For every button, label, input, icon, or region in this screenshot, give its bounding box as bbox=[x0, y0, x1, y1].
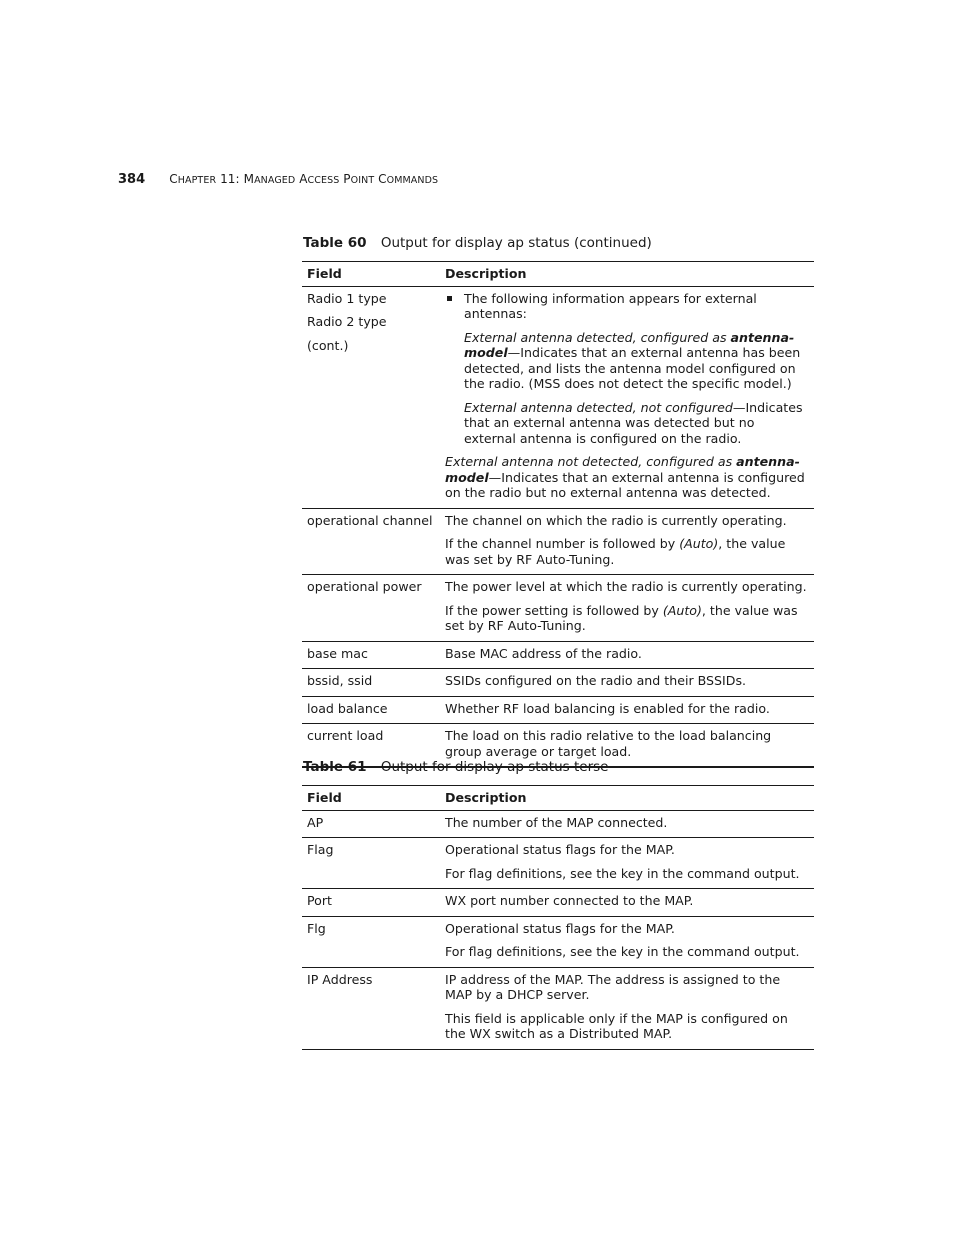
table-61 bbox=[302, 785, 814, 1050]
chapter-title: CHAPTER 11: MANAGED ACCESS POINT COMMANDS bbox=[169, 172, 439, 186]
field-cell: base mac bbox=[302, 641, 440, 669]
field-label: Radio 1 type bbox=[307, 290, 387, 306]
field-label: Radio 2 type bbox=[307, 314, 387, 329]
table-60 bbox=[302, 261, 814, 768]
description-cell: SSIDs configured on the radio and their BSSIDs. bbox=[440, 669, 814, 697]
field-cell: Flg bbox=[302, 916, 440, 967]
table-row bbox=[302, 575, 814, 642]
table-60-caption bbox=[303, 235, 652, 251]
field-cell: IP Address bbox=[302, 967, 440, 1049]
description-cell: Operational status flags for the MAP. For flag definitions, see the key in the command output. bbox=[440, 916, 814, 967]
antenna-status-item: External antenna detected, configured as antenna-model—Indicates that an external antenna has been detected, and lists the antenna model configured on the radio. (MSS does not detect the specific model.) bbox=[464, 329, 801, 391]
col-field-header: Field bbox=[302, 786, 440, 811]
description-cell: The power level at which the radio is currently operating. If the power setting is followed by (Auto), the value was set by RF Auto-Tuning. bbox=[440, 575, 814, 642]
running-header bbox=[118, 172, 438, 187]
table-row bbox=[302, 810, 814, 838]
description-cell: The channel on which the radio is currently operating. If the channel number is followed by (Auto), the value was set by RF Auto-Tuning. bbox=[440, 508, 814, 575]
antenna-status-item: External antenna detected, not configured—Indicates that an external antenna was detected but no external antenna is configured on the radio. bbox=[464, 399, 803, 446]
field-cell: operational power bbox=[302, 575, 440, 642]
table-61-caption bbox=[303, 759, 608, 775]
description-cell: IP address of the MAP. The address is assigned to the MAP by a DHCP server. This field is applicable only if the MAP is configured on the WX switch as a Distributed MAP. bbox=[440, 967, 814, 1049]
table-row bbox=[302, 967, 814, 1049]
table-61-title: Output for display ap status terse bbox=[380, 759, 609, 775]
field-cell: AP bbox=[302, 810, 440, 838]
table-header-row bbox=[302, 786, 814, 811]
table-row bbox=[302, 641, 814, 669]
field-cell: Port bbox=[302, 889, 440, 917]
table-row bbox=[302, 286, 814, 508]
col-field-header: Field bbox=[302, 262, 440, 287]
square-bullet-icon bbox=[447, 296, 452, 301]
field-label: (cont.) bbox=[307, 337, 349, 353]
table-header-row bbox=[302, 262, 814, 287]
antenna-status-item: External antenna not detected, configured as antenna-model—Indicates that an external antenna is configured on the radio but no external antenna was detected. bbox=[445, 454, 805, 500]
table-row bbox=[302, 696, 814, 724]
table-60-label: Table 60 bbox=[303, 235, 367, 251]
table-61-label: Table 61 bbox=[303, 759, 367, 775]
description-cell: WX port number connected to the MAP. bbox=[440, 889, 814, 917]
description-cell bbox=[440, 286, 814, 508]
table-row bbox=[302, 838, 814, 889]
table-60-title: Output for display ap status (continued) bbox=[380, 235, 652, 251]
bullet-item: The following information appears for external antennas: bbox=[445, 291, 809, 322]
table-row bbox=[302, 508, 814, 575]
field-cell: operational channel bbox=[302, 508, 440, 575]
table-row bbox=[302, 889, 814, 917]
table-row bbox=[302, 669, 814, 697]
description-cell: Base MAC address of the radio. bbox=[440, 641, 814, 669]
field-cell: Flag bbox=[302, 838, 440, 889]
description-cell: Operational status flags for the MAP. For flag definitions, see the key in the command output. bbox=[440, 838, 814, 889]
field-cell: current load bbox=[302, 724, 440, 768]
table-row bbox=[302, 916, 814, 967]
col-description-header: Description bbox=[440, 786, 814, 811]
col-description-header: Description bbox=[440, 262, 814, 287]
description-cell: Whether RF load balancing is enabled for the radio. bbox=[440, 696, 814, 724]
description-cell: The number of the MAP connected. bbox=[440, 810, 814, 838]
field-cell: bssid, ssid bbox=[302, 669, 440, 697]
field-cell: load balance bbox=[302, 696, 440, 724]
description-cell: The load on this radio relative to the load balancing group average or target load. bbox=[440, 724, 814, 768]
page-number: 384 bbox=[118, 172, 146, 187]
field-cell bbox=[302, 286, 440, 508]
